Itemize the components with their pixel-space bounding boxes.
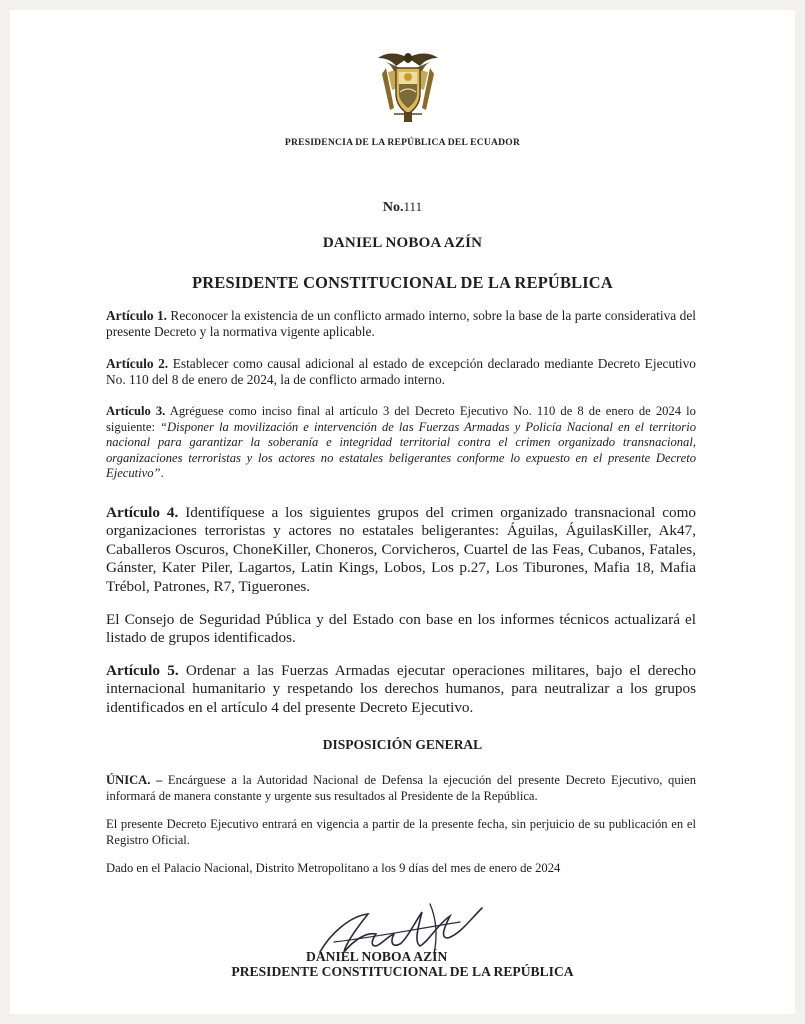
vigencia-paragraph: El presente Decreto Ejecutivo entrará en vigencia a partir de la presente fecha, sin perjuicio de su publicación en el Registro Oficial. — [106, 817, 696, 847]
institution-header: PRESIDENCIA DE LA REPÚBLICA DEL ECUADOR — [284, 137, 521, 148]
decree-number-value: 111 — [403, 199, 423, 214]
article-2-label: Artículo 2. — [106, 356, 169, 371]
article-4 — [106, 504, 696, 596]
unica-paragraph — [106, 773, 696, 804]
article-3-quote: “Disponer la movilización e intervención de las Fuerzas Armadas y Policía Nacional en el territorio nacional para garantizar la soberanía e integridad territorial contra el crimen organizado transnacional, organizaciones terroristas y los actores no estatales beligerantes conforme lo expuesto en el presente Decreto Ejecutivo” — [106, 419, 696, 480]
decree-number-label: No. — [382, 200, 404, 215]
article-3-label: Artículo 3. — [106, 404, 166, 418]
coat-of-arms-emblem — [376, 48, 440, 124]
article-4-text: Identifíquese a los siguientes grupos del crimen organizado transnacional como organizaciones terroristas y actores no estatales beligerantes: Águilas, ÁguilasKiller, Ak47, Caballeros Oscuros, ChoneKiller, Choneros, Corvicheros, Cuartel de las Feas, Cubanos, Fatales, Gánster, Kater Piler, Lagartos, Latin Kings, Lobos, Los p.27, Los Tiburones, Mafia 18, Mafia Trébol, Patrones, R7, Tiguerones. — [106, 504, 696, 595]
article-3-end: . — [160, 466, 164, 480]
article-1 — [106, 308, 696, 339]
unica-label: ÚNICA. – — [106, 773, 163, 787]
dado-paragraph: Dado en el Palacio Nacional, Distrito Metropolitano a los 9 días del mes de enero de 2024 — [106, 861, 561, 875]
signature-name: DANIEL NOBOA AZÍN — [306, 949, 448, 964]
document-page — [10, 10, 795, 1014]
signature-title: PRESIDENTE CONSTITUCIONAL DE LA REPÚBLICA — [231, 964, 574, 979]
article-1-label: Artículo 1. — [106, 308, 168, 323]
president-title: PRESIDENTE CONSTITUCIONAL DE LA REPÚBLICA — [192, 273, 613, 292]
article-4-label: Artículo 4. — [106, 504, 179, 521]
unica-text: Encárguese a la Autoridad Nacional de Defensa la ejecución del presente Decreto Ejecutivo, quien informará de manera constante y urgente sus resultados al Presidente de la República. — [106, 773, 697, 803]
decree-number — [10, 199, 795, 216]
article-5-label: Artículo 5. — [106, 662, 179, 679]
article-5 — [106, 662, 696, 717]
article-1-text: Reconocer la existencia de un conflicto armado interno, sobre la base de la parte considerativa del presente Decreto y la normativa vigente aplicable. — [106, 308, 696, 339]
general-disposition-heading: DISPOSICIÓN GENERAL — [322, 737, 483, 752]
president-name: DANIEL NOBOA AZÍN — [322, 235, 483, 251]
article-2-text: Establecer como causal adicional al estado de excepción declarado mediante Decreto Ejecutivo No. 110 del 8 de enero de 2024, la de conflicto armado interno. — [106, 356, 696, 387]
article-2 — [106, 356, 696, 387]
article-4-extra: El Consejo de Seguridad Pública y del Estado con base en los informes técnicos actualizará el listado de grupos identificados. — [106, 611, 696, 647]
article-3-text: Agréguese como inciso final al artículo 3 del Decreto Ejecutivo No. 110 de 8 de enero de 2024 lo siguiente: — [106, 404, 696, 434]
article-5-text: Ordenar a las Fuerzas Armadas ejecutar operaciones militares, bajo el derecho internacional humanitario y respetando los derechos humanos, para neutralizar a los grupos identificados en el artículo 4 del presente Decreto Ejecutivo. — [106, 662, 696, 716]
article-3 — [106, 404, 696, 482]
